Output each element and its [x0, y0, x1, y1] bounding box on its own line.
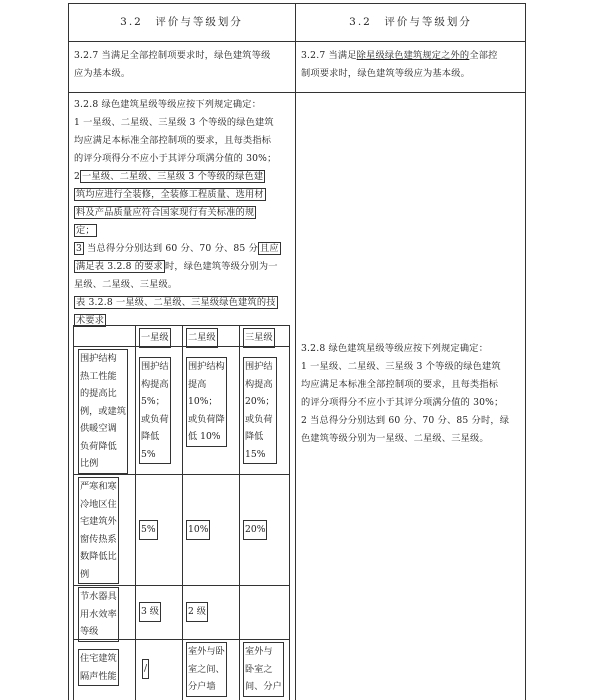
left-header: 3.2 评价与等级划分: [120, 16, 243, 28]
table-cell: [142, 659, 149, 679]
cell-line: 提高: [188, 378, 207, 390]
header-text: 一星级: [141, 332, 169, 343]
table-row-divider: [73, 474, 290, 475]
cell-line: 降低: [141, 431, 160, 442]
table-row-label: [78, 349, 128, 474]
text-segment: 3.2.7 当满足: [301, 50, 357, 61]
cell-line: 严寒和寒: [80, 481, 117, 492]
text-line: [74, 294, 281, 312]
cell-line: 室之间、: [188, 663, 225, 675]
table-row-label: [78, 587, 119, 642]
cell-line: 5%；: [141, 396, 165, 407]
text-line: [74, 186, 281, 204]
table-cell: [139, 357, 171, 464]
text-line: 的评分项得分不应小于其评分项满分值的 30%；: [74, 153, 277, 164]
cell-line: 卧室之: [245, 663, 273, 675]
table-caption: 表 3.2.8 一星级、二星级、三星级绿色建筑的技: [76, 297, 276, 308]
cell-line: 例，或建筑: [80, 405, 126, 417]
text-line: 均应满足本标准全部控制项的要求，且每类指标: [301, 379, 499, 390]
cell-line: 隔声性能: [80, 670, 117, 682]
table-cell: [186, 520, 210, 540]
boxed-revision: 定；: [76, 225, 95, 236]
cell-line: 例: [80, 568, 90, 580]
text-line: 色建筑等级分别为一星级、二星级、三星级。: [301, 433, 489, 444]
cell-line: 2 级: [188, 606, 206, 617]
table-cell: [186, 602, 208, 622]
text-line: 制项要求时，绿色建筑等级应为基本级。: [301, 68, 470, 79]
left-clause-328: [74, 96, 281, 330]
cell-line: 宅建筑外: [80, 516, 117, 527]
table-cell: [243, 642, 284, 697]
cell-line: 供暖空调: [80, 423, 117, 434]
table-cell: [243, 357, 277, 464]
cell-line: 用水效率: [80, 608, 117, 620]
cell-line: /: [144, 663, 148, 674]
cell-line: 数降低比: [80, 551, 117, 562]
cell-line: 10%；: [188, 396, 218, 407]
text-line: [74, 204, 281, 222]
cell-line: 构提高: [141, 378, 169, 390]
cell-line: 室外与: [245, 646, 273, 657]
table-caption: 术要求: [76, 315, 105, 326]
cell-line: 的提高比: [80, 388, 117, 399]
cell-line: 低 10%: [188, 431, 221, 442]
header-text: 二星级: [188, 332, 216, 343]
table-cell: [243, 520, 267, 540]
header-text: 三星级: [245, 332, 273, 343]
cell-line: 降低: [245, 431, 264, 442]
item-number: 2: [74, 171, 81, 182]
text-line: [74, 240, 281, 258]
text-line: [74, 258, 281, 276]
row-rule: [68, 92, 526, 93]
table-cell: [186, 357, 227, 447]
cell-line: 20%；: [245, 396, 275, 407]
cell-line: 构提高: [245, 378, 273, 390]
text-line: 3.2.8 绿色建筑星级等级应按下列规定确定：: [301, 343, 489, 354]
cell-line: 围护结: [245, 361, 273, 372]
cell-line: 间、分户: [245, 681, 282, 692]
cell-line: 5%: [141, 448, 156, 460]
boxed-revision: 料及产品质量应符合国家现行有关标准的规: [76, 207, 255, 218]
cell-line: 室外与卧: [188, 646, 225, 657]
cell-line: 围护结构: [80, 353, 117, 364]
text-line: 2 当总得分分别达到 60 分、70 分、85 分时，绿: [301, 415, 510, 426]
cell-line: 节水器具: [80, 591, 117, 602]
text-line: 均应满足本标准全部控制项的要求，且每类指标: [74, 135, 272, 146]
cell-line: 15%: [245, 448, 266, 460]
cell-line: 住宅建筑: [80, 653, 117, 664]
cell-line: 或负荷: [245, 413, 273, 425]
cell-line: 围护结: [141, 361, 169, 372]
text-line: 3.2.8 绿色建筑星级等级应按下列规定确定：: [74, 99, 262, 110]
text-line: [74, 222, 281, 240]
text-segment: 时，绿色建筑等级分别为一: [164, 261, 278, 272]
text-line: 1 一星级、二星级、三星级 3 个等级的绿色建筑: [301, 361, 501, 372]
cell-line: 热工性能: [80, 370, 117, 382]
table-header-cell: [243, 328, 275, 348]
text-segment: 全部控: [469, 50, 498, 61]
column-divider: [295, 3, 296, 700]
cell-line: 围护结构: [188, 361, 225, 372]
text-line: [74, 168, 281, 186]
cell-line: 3 级: [141, 606, 159, 617]
text-line: [301, 47, 498, 65]
table-col-divider: [239, 325, 240, 700]
cell-line: 等级: [80, 626, 99, 637]
table-col-divider: [135, 325, 136, 700]
text-line: 应为基本级。: [74, 68, 131, 79]
cell-line: 比例: [80, 458, 99, 469]
cell-line: 10%: [188, 524, 209, 535]
cell-line: 5%: [141, 524, 156, 535]
cell-line: 窗传热系: [80, 533, 117, 545]
cell-line: 20%: [245, 524, 266, 535]
text-segment: 当总得分分别达到 60 分、70 分、85 分: [84, 243, 258, 254]
text-line: 3.2.7 当满足全部控制项要求时，绿色建筑等级: [74, 50, 271, 61]
table-row-label: [78, 649, 119, 686]
cell-line: 或负荷降: [188, 413, 225, 425]
table-cell: [186, 642, 227, 697]
right-clause-328: [301, 340, 509, 448]
cell-line: 分户墙: [188, 681, 216, 692]
table-col-divider: [182, 325, 183, 700]
boxed-revision: 满足表 3.2.8 的要求: [76, 261, 163, 272]
text-line: 1 一星级、二星级、三星级 3 个等级的绿色建筑: [74, 117, 274, 128]
right-clause-327: [301, 47, 498, 83]
table-row-label: [78, 477, 119, 584]
table-cell: [139, 602, 161, 622]
table-cell: [139, 520, 158, 540]
item-number: 3: [76, 243, 83, 254]
right-header: 3.2 评价与等级划分: [349, 16, 472, 28]
underlined-revision: 除星级绿色建筑规定之外的: [356, 50, 470, 61]
cell-line: 或负荷: [141, 413, 169, 425]
table-header-cell: [139, 328, 171, 348]
boxed-revision: 一星级、二星级、三星级 3 个等级的绿色建: [82, 171, 264, 182]
boxed-revision: 筑均应进行全装修，全装修工程质量、选用材: [76, 189, 264, 200]
left-clause-327: [74, 47, 270, 83]
header-rule: [68, 41, 526, 42]
cell-line: 冷地区住: [80, 498, 117, 510]
text-line: 的评分项得分不应小于其评分项满分值的 30%；: [301, 397, 504, 408]
boxed-revision: 且应: [259, 243, 279, 254]
text-line: 星级、二星级、三星级。: [74, 279, 178, 290]
table-row-divider: [73, 585, 290, 586]
cell-line: 负荷降低: [80, 440, 117, 452]
table-header-cell: [186, 328, 218, 348]
